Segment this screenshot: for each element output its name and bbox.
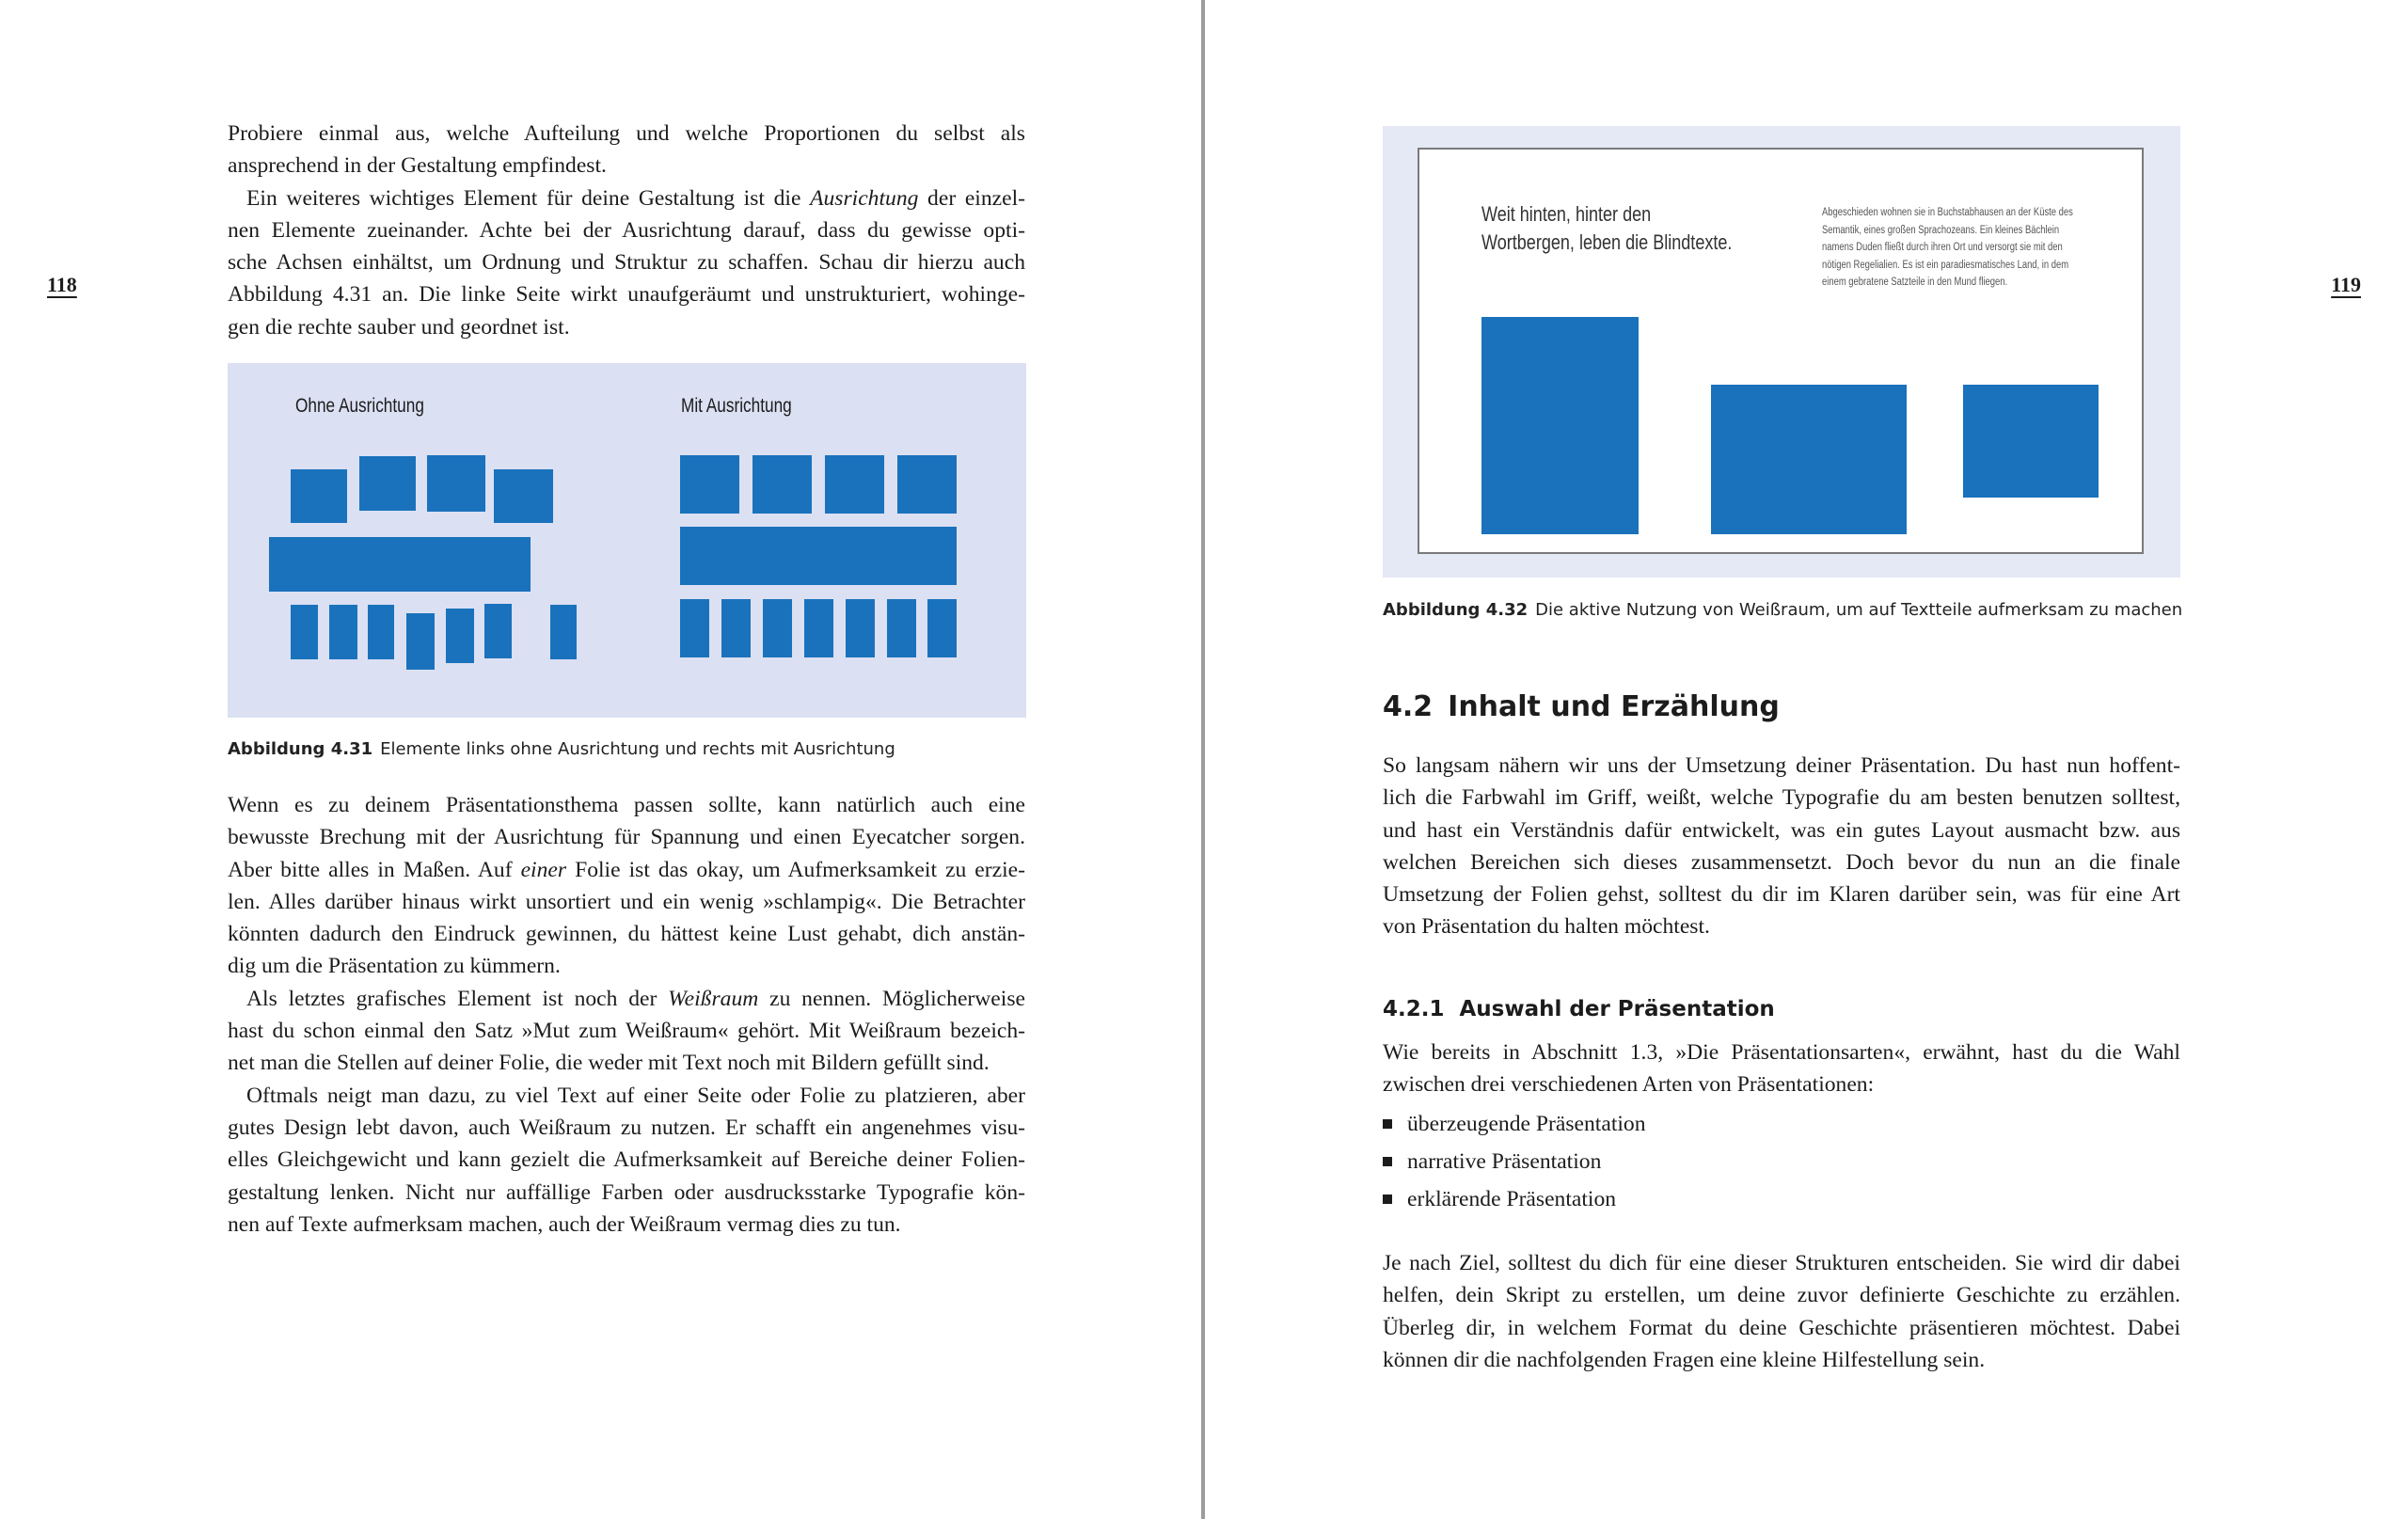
unaligned-small-block (484, 604, 512, 658)
left-page (0, 0, 1202, 1519)
figure-label-without-alignment: Ohne Ausrichtung (295, 395, 424, 417)
list-item-text: überzeugende Präsentation (1407, 1112, 1646, 1136)
bullet-square-icon (1383, 1119, 1392, 1129)
text-line: gutes Design lebt davon, auch Weißraum zu nutzen. Er schafft ein angenehmes visu- (228, 1115, 1025, 1140)
slide-headline-line: Wortbergen, leben die Blindtexte. (1481, 230, 1733, 254)
text-line: Probiere einmal aus, welche Aufteilung und welche Proportionen du selbst als (228, 121, 1025, 146)
text-line: Umsetzung der Folien gehst, solltest du dir im Klaren darüber sein, was für eine Art (1383, 882, 2180, 908)
text-line: Aber bitte alles in Maßen. Auf einer Folie ist das okay, um Aufmerksamkeit zu erzie- (228, 857, 1025, 882)
section-intro-text (1383, 750, 2180, 943)
presentation-types-list (1383, 1105, 1646, 1218)
text-line: len. Alles darüber hinaus wirkt unsortiert und ein wenig »schlampig«. Die Betrachter (228, 889, 1025, 914)
subsection-heading (1383, 997, 1775, 1021)
aligned-small-block (927, 599, 957, 657)
slide-headline (1481, 200, 1732, 257)
text-line: Überleg dir, in welchem Format du deine Geschichte präsentieren möchtest. Dabei (1383, 1315, 2180, 1340)
text-line: sche Achsen einhältst, um Ordnung und Struktur zu schaffen. Schau dir hierzu auch (228, 250, 1025, 276)
text-line: könnten dadurch den Eindruck gewinnen, du hättest keine Lust gehabt, dich anstän- (228, 922, 1025, 947)
paragraph-closing (1383, 1247, 2180, 1376)
text-line: gestaltung lenken. Nicht nur auffällige Farben oder ausdrucksstarke Typografie kön- (228, 1179, 1025, 1205)
right-page (1206, 0, 2408, 1519)
subsection-number: 4.2.1 (1383, 997, 1445, 1021)
text-line: helfen, dein Skript zu erstellen, um deine zuvor definierte Geschichte zu erzählen. (1383, 1283, 2180, 1308)
text-line: nen auf Texte aufmerksam machen, auch der Weißraum vermag dies zu tun. (228, 1211, 901, 1237)
closing-text (1383, 1247, 2180, 1376)
slide-small-line: einem gebratene Satzteile in den Mund fliegen. (1822, 277, 2008, 288)
figure-label-with-alignment: Mit Ausrichtung (681, 395, 792, 417)
aligned-small-block (721, 599, 751, 657)
text-line: welchen Bereichen sich dieses zusammensetzt. Doch bevor du nun an die finale (1383, 849, 2180, 875)
unaligned-small-block (291, 605, 318, 659)
aligned-small-block (763, 599, 792, 657)
paragraph-section (1383, 750, 2180, 943)
slide-small-line: nötigen Regelialien. Es ist ein paradiesmatisches Land, in dem (1822, 259, 2069, 271)
caption-label: Abbildung 4.31 (228, 739, 373, 759)
unaligned-small-block (406, 613, 435, 670)
caption-text: Die aktive Nutzung von Weißraum, um auf Textteile aufmerksam zu machen (1535, 600, 2183, 620)
text-line: ansprechend in der Gestaltung empfindest. (228, 153, 607, 179)
aligned-block (752, 455, 812, 514)
section-title: Inhalt und Erzählung (1448, 690, 1780, 723)
text-line: Als letztes grafisches Element ist noch der Weißraum zu nennen. Möglicherweise (246, 986, 1025, 1011)
subsection-text (1383, 1036, 2180, 1101)
slide-block (1711, 385, 1907, 534)
slide-small-line: Abgeschieden wohnen sie in Buchstabhausen an der Küste des (1822, 207, 2073, 218)
text-line: hast du schon einmal den Satz »Mut zum Weißraum« gehört. Mit Weißraum bezeich- (228, 1019, 1025, 1044)
unaligned-small-block (550, 605, 577, 659)
subsection-title: Auswahl der Präsentation (1459, 997, 1775, 1021)
slide-headline-line: Weit hinten, hinter den (1481, 202, 1652, 226)
left-body-text (228, 789, 1025, 1241)
text-line: Oftmals neigt man dazu, zu viel Text auf einer Seite oder Folie zu platzieren, aber (246, 1083, 1025, 1108)
text-line: So langsam nähern wir uns der Umsetzung deiner Präsentation. Du hast nun hoffent- (1383, 753, 2180, 778)
figure-4-32-caption (1383, 600, 2182, 620)
text-line: von Präsentation du halten möchtest. (1383, 914, 1710, 940)
unaligned-small-block (368, 605, 394, 659)
text-line: Wenn es zu deinem Präsentationsthema passen sollte, kann natürlich auch eine (228, 793, 1025, 817)
text-line: lich die Farbwahl im Griff, weißt, welche Typografie du am besten benutzen solltest, (1383, 785, 2180, 811)
bullet-square-icon (1383, 1157, 1392, 1166)
page-number-right: 119 (2331, 273, 2361, 296)
text-line: nen Elemente zueinander. Achte bei der Ausrichtung darauf, dass du gewisse opti- (228, 217, 1025, 243)
section-heading (1383, 690, 1780, 723)
paragraph-often (228, 1080, 1025, 1241)
page-number-left: 118 (47, 273, 77, 296)
text-line: können dir die nachfolgenden Fragen eine kleine Hilfestellung sein. (1383, 1347, 1986, 1372)
text-line: Je nach Ziel, solltest du dich für eine dieser Strukturen entscheiden. Sie wird dir dabei (1383, 1251, 2180, 1275)
unaligned-block (427, 455, 485, 512)
text-line: bewusste Brechung mit der Ausrichtung für Spannung und einen Eyecatcher sorgen. (228, 825, 1025, 850)
bullet-square-icon (1383, 1195, 1392, 1204)
aligned-wide-block (680, 527, 957, 585)
slide-small-line: Semantik, eines großen Sprachozeans. Ein kleines Bächlein (1822, 224, 2060, 236)
aligned-small-block (846, 599, 875, 657)
book-gutter (1201, 0, 1205, 1519)
section-number: 4.2 (1383, 690, 1434, 723)
aligned-small-block (887, 599, 916, 657)
unaligned-block (291, 469, 347, 523)
unaligned-block (494, 469, 553, 523)
text-line: Ein weiteres wichtiges Element für deine Gestaltung ist die Ausrichtung der einzel- (246, 185, 1025, 211)
paragraph-intro (228, 118, 1025, 182)
text-line: net man die Stellen auf deiner Folie, die weder mit Text noch mit Bildern gefüllt sind. (228, 1051, 990, 1076)
unaligned-small-block (329, 605, 357, 659)
list-item (1383, 1143, 1646, 1180)
paragraph-alignment (228, 182, 1025, 343)
left-intro-text (228, 118, 1025, 343)
text-line: Wie bereits in Abschnitt 1.3, »Die Präsentationsarten«, erwähnt, hast du die Wahl (1383, 1040, 2180, 1065)
text-line: gen die rechte sauber und geordnet ist. (228, 314, 570, 340)
figure-4-31 (228, 363, 1026, 718)
figure-4-32 (1383, 126, 2180, 578)
paragraph-subsection (1383, 1036, 2180, 1101)
aligned-block (825, 455, 884, 514)
aligned-block (680, 455, 739, 514)
slide-small-text (1822, 204, 2073, 292)
text-line: Abbildung 4.31 an. Die linke Seite wirkt unaufgeräumt und unstrukturiert, wohinge- (228, 282, 1025, 308)
text-line: dig um die Präsentation zu kümmern. (228, 954, 561, 979)
caption-label: Abbildung 4.32 (1383, 600, 1529, 620)
slide-block (1481, 317, 1639, 534)
unaligned-block (359, 456, 416, 511)
text-line: zwischen drei verschiedenen Arten von Präsentationen: (1383, 1072, 1875, 1098)
list-item (1383, 1105, 1646, 1143)
list-item-text: narrative Präsentation (1407, 1149, 1602, 1174)
caption-text: Elemente links ohne Ausrichtung und rechts mit Ausrichtung (380, 739, 895, 759)
aligned-block (897, 455, 957, 514)
slide-block (1963, 385, 2099, 498)
slide-frame (1418, 148, 2144, 554)
unaligned-wide-block (269, 537, 531, 592)
figure-4-31-caption (228, 739, 895, 759)
text-line: und hast ein Verständnis dafür entwickelt, was ein gutes Layout ausmacht bzw. aus (1383, 817, 2180, 843)
unaligned-small-block (446, 609, 474, 663)
aligned-small-block (680, 599, 709, 657)
text-line: elles Gleichgewicht und kann gezielt die Aufmerksamkeit auf Bereiche deiner Folien- (228, 1147, 1025, 1173)
paragraph-break (228, 789, 1025, 983)
slide-small-line: namens Duden fließt durch ihren Ort und versorgt sie mit den (1822, 242, 2063, 253)
list-item-text: erklärende Präsentation (1407, 1187, 1617, 1211)
list-item (1383, 1180, 1646, 1218)
aligned-small-block (804, 599, 833, 657)
paragraph-whitespace (228, 983, 1025, 1080)
